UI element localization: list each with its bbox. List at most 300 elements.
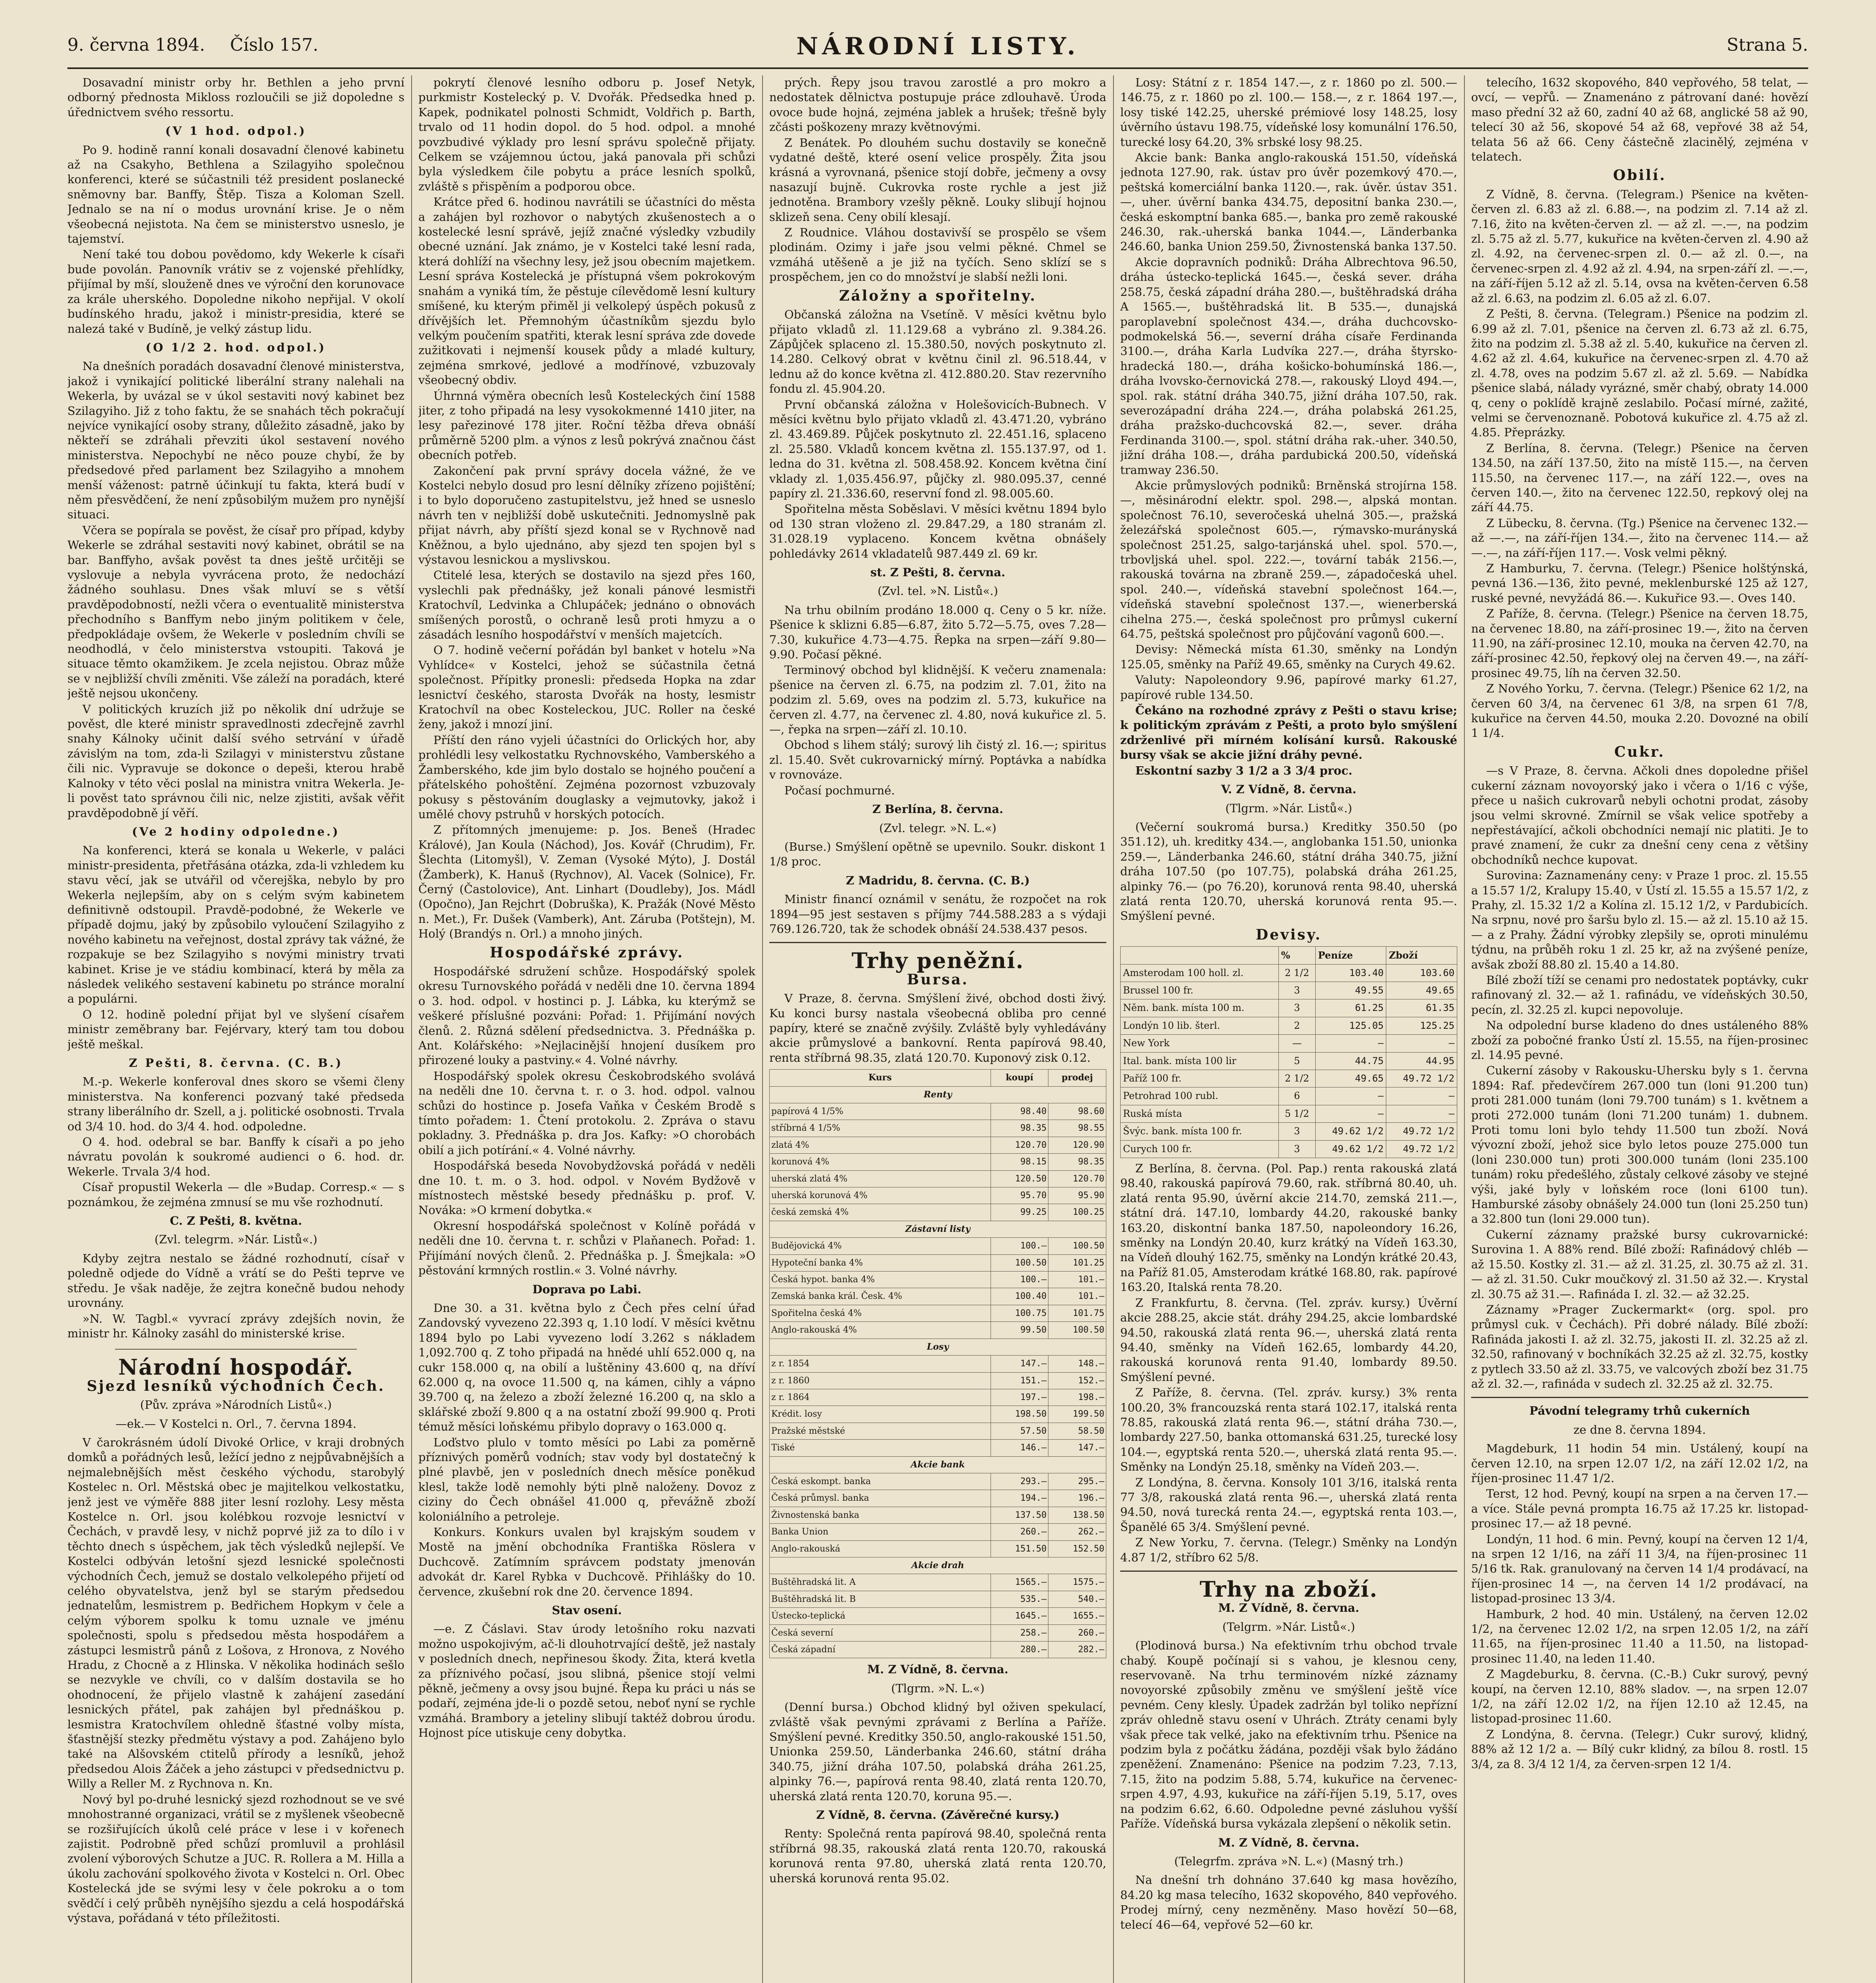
dateline: Z Madridu, 8. června. (C. B.) <box>846 873 1030 887</box>
table-cell: Londýn 10 lib. šterl. <box>1121 1017 1279 1034</box>
table-row <box>1121 1087 1457 1105</box>
table-cell: česká zemská 4% <box>770 1204 991 1221</box>
dateline: V. Z Vídně, 8. června. <box>1221 782 1357 796</box>
paragraph: telecího, 1632 skopového, 840 vepřového, 58 telat, — ovcí, — vepřů. — Znamenáno z pátrovaní dané: hovězí maso přední 32 až 60, zadní 40 až 68, anglické 58 až 90, telecí 30 až 56, skopové 54 až 68, vepřové 38 až 54, telata 56 až 66. Ceny částečně zlacinělý, zejména v telatech. <box>1471 76 1808 164</box>
paragraph: Z Pešti, 8. června. (Telegram.) Pšenice na podzim zl. 6.99 až zl. 7.01, pšenice na červen zl. 6.73 až zl. 6.75, žito na podzim zl. 5.38 až zl. 5.40, kukuřice na červen zl. 4.62 až zl. 4.64, kukuřice na červenec-srpen zl. 4.70 až zl. 4.78, oves na podzim 5.67 zl. až zl. 5.69. — Nabídka pšenice slabá, nálady vyrázné, směr chabý, obraty 14.000 q, ceny o poklídě krajně zeslabilo. Počasí mírné, zažité, velmi se červenoznaně. Pobotová kukuřice zl. 4.75 až zl. 4.85. Přeprázky. <box>1471 307 1808 439</box>
table-cell: Buštěhradská lit. B <box>770 1591 991 1607</box>
table-cell: Ústecko-teplická <box>770 1608 991 1624</box>
table-cell: Zemská banka král. Česk. 4% <box>770 1288 991 1305</box>
dateline: C. Z Pešti, 8. května. <box>170 1214 302 1228</box>
table-cell: Amsterodam 100 holl. zl. <box>1121 964 1279 982</box>
dateline-source: (Zvl. tel. »N. Listů«.) <box>878 584 998 598</box>
table-group-title: Renty <box>770 1086 1106 1103</box>
table-cell: — <box>1315 1105 1386 1122</box>
dateline-source: (Zvl. telegrm. »Nár. Listů«.) <box>154 1233 318 1247</box>
paragraph: Bílé zboží tíží se cenami pro nedostatek poptávky, cukr rafinovaný zl. 32.— až 1. rafinádu, ve vídeňských 30.50, pecín, zl. 32.25 zl. kupci nepovoluje. <box>1471 973 1808 1016</box>
table-row <box>770 1406 1106 1423</box>
table-cell: Anglo-rakouská <box>770 1540 991 1557</box>
table-row <box>770 1524 1106 1540</box>
table-cell: 3 <box>1278 982 1315 999</box>
paragraph: Z Paříže, 8. června. (Tel. zpráv. kursy.) 3% renta 100.20, 3% francouzská renta stará 102.17, italská renta 78.85, rakouská zlatá renta 96.—, státní dráha 730.—, lombardy 227.50, banka ottomanská 631.25, turecké losy 104.—, egyptská renta 520.—, uherská zlatá renta 95.—. Směnky na Londýn 25.18, směnky na Vídeň 203.—. <box>1120 1386 1457 1474</box>
table-cell: Ital. bank. místa 100 lir <box>1121 1052 1279 1070</box>
table-row <box>770 1624 1106 1641</box>
paragraph: Z Berlína, 8. června. (Pol. Pap.) renta rakouská zlatá 98.40, rakouská papírová 79.60, rak. stříbrná 80.40, uh. zlatá renta 95.90, úvěrní akcie 214.70, zemská 211.—, státní drá. 147.10, lombardy 44.20, rakouské banky 163.20, diskontní banka 187.50, napoleondory 16.26, směnky na Londýn 20.40, kurz krátký na Vídeň 163.30, na Vídeň dlouhý 162.75, směnky na Londýn krátké 20.43, na Paříž 81.05, Amsterodam krátké 168.80, rak. papírové 163.20, Italská renta 78.20. <box>1120 1162 1457 1294</box>
table-cell: 120.70 <box>1048 1170 1106 1187</box>
table-group-title: Zástavní listy <box>770 1221 1106 1237</box>
table-cell: 1655.— <box>1048 1608 1106 1624</box>
table-cell: 49.65 <box>1386 982 1457 999</box>
table-cell: 2 1/2 <box>1278 1070 1315 1087</box>
table-row <box>770 1170 1106 1187</box>
table-cell: 98.35 <box>1048 1154 1106 1170</box>
dateline: Z Pešti, 8. června. (C. B.) <box>128 1056 343 1070</box>
table-cell: 49.72 1/2 <box>1386 1140 1457 1158</box>
paragraph: Magdeburk, 11 hodin 54 min. Ustálený, koupí na červen 12.10, na srpen 12.07 1/2, na září 12.02 1/2, na říjen-prosinec 11.47 1/2. <box>1471 1442 1808 1485</box>
table-row <box>770 1305 1106 1321</box>
paragraph: Z Frankfurtu, 8. června. (Tel. zpráv. kursy.) Úvěrní akcie 288.25, akcie stát. dráhy 294.25, akcie lombardské 94.50, rakouská zlatá renta 96.—, uherská zlatá renta 94.40, směnky na Vídeň 162.65, lombardy 44.20, rakouská korunová renta 91.40, lombardy 89.50. Smýšlení pevné. <box>1120 1296 1457 1384</box>
table-row <box>770 1137 1106 1153</box>
paragraph: Z Benátek. Po dlouhém suchu dostavily se konečně vydatné deště, které osení velice prospěly. Žita jsou krásná a vyrovnaná, pšenice stojí dobře, ječmeny a ovsy nasazují bujně. Cukrovka roste rychle a jest již jednotěna. Brambory vzešly pěkně. Louky slibují hojnou sklizeň sena. Ceny obilí klesají. <box>769 136 1106 224</box>
paragraph: Cukerní záznamy pražské bursy cukrovarnické: Surovina 1. A 88% rend. Bílé zboží: Rafinádový chléb — až 15.50. Kostky zl. 31.— až zl. 31.25, zl. 30.75 až zl. 31.— až zl. 31.50. Cukr moučkový zl. 31.50 až 32.—. Krystal zl. 30.75 až 31.—. Rafináda I. zl. 32.— až 32.25. <box>1471 1227 1808 1301</box>
paragraph: Terst, 12 hod. Pevný, koupí na srpen a na červen 17.— a více. Stále pevná prompta 16.75 až 17.25 kr. listopad-prosinec 17.— až 18 pevné. <box>1471 1487 1808 1530</box>
table-cell: 44.95 <box>1386 1052 1457 1070</box>
table-cell: 100.75 <box>991 1305 1048 1321</box>
header-date: 9. června 1894. <box>67 35 205 55</box>
table-cell: Něm. bank. místa 100 m. <box>1121 999 1279 1017</box>
dateline: (V 1 hod. odpol.) <box>165 124 307 138</box>
table-cell: 152.— <box>1048 1372 1106 1389</box>
table-cell: Spořitelna česká 4% <box>770 1305 991 1321</box>
table-cell: 100.50 <box>1048 1238 1106 1254</box>
dateline: (O 1/2 2. hod. odpol.) <box>146 340 326 354</box>
table-cell: 101.— <box>1048 1288 1106 1305</box>
table-row <box>770 1507 1106 1523</box>
table-cell: uherská korunová 4% <box>770 1187 991 1204</box>
table-cell: 57.50 <box>991 1423 1048 1439</box>
paragraph: Devisy: Německá místa 61.30, směnky na Londýn 125.05, směnky na Paříž 49.65, směnky na Curych 49.62. <box>1120 642 1457 671</box>
table-group-row <box>770 1086 1106 1103</box>
paragraph: prých. Řepy jsou travou zarostlé a pro mokro a nedostatek dělnictva postupuje práce zdlouhavě. Úroda ovoce bude hojná, zejména jablek a hrušek; třešně byly zčásti poškozeny mrazy květnovými. <box>769 76 1106 134</box>
table-cell: zlatá 4% <box>770 1137 991 1153</box>
article-source: (Pův. zpráva »Národních Listů«.) <box>140 1398 332 1412</box>
table-header <box>1121 947 1279 964</box>
paragraph: (Večerní soukromá bursa.) Kreditky 350.50 (po 351.12), uh. kreditky 434.—, anglobanka 151.50, unionka 259.—, Länderbanka 246.60, státní dráha 340.75, jižní dráha 107.50 (po 107.75), polabská dráha 261.25, alpinky 76.— (po 76.20), korunová renta 98.40, uherská zlatá renta 120.70, uherská korunová renta 95.—. Smýšlení pevné. <box>1120 820 1457 923</box>
table-cell: 44.75 <box>1315 1052 1386 1070</box>
table-cell: 147.— <box>1048 1440 1106 1456</box>
paragraph: M.-p. Wekerle konferoval dnes skoro se všemi členy ministerstva. Na konferenci pozvaný také předseda strany liberálního dr. Szell, a j. politické osobnosti. Trvala od 3/4 10. hod. do 3/4 4. hod. odpoledne. <box>67 1075 404 1133</box>
paragraph: »N. W. Tagbl.« vyvrací zprávy zdejších novin, že ministr hr. Kálnoky zasáhl do ministerské krise. <box>67 1312 404 1340</box>
table-row <box>770 1440 1106 1456</box>
table-cell: Budějovická 4% <box>770 1238 991 1254</box>
table-cell: 99.50 <box>991 1322 1048 1339</box>
paragraph: Včera se popírala se pověst, že císař pro případ, kdyby Wekerle se zdráhal sestaviti nový kabinet, obrátil se na bar. Banffyho, avšak pověst ta dnes ještě určitěji se vyslovuje a nebyla vyvrácena proto, že nedochází žádného souhlasu. Dnes však mluví se s větší pravděpodobností, nežli včera o eventualitě ministerstva přechodního s Banffym nebo jiným politikem v čele, předpokládaje ovšem, že Wekerle v posledním chvíli se neodhodlá, v čelo ministerstva vstoupiti. Taková je situace těmto okamžikem. Je zcela nejistou. Obraz může se v nejbližší chvíli změniti. Vše záleží na poradách, které ještě nejsou ukončeny. <box>67 523 404 700</box>
table-row <box>1121 964 1457 982</box>
table-cell: 152.50 <box>1048 1540 1106 1557</box>
paragraph: Z Roudnice. Vláhou dostavivší se prospělo se všem plodinám. Ozimy i jaře jsou velmi pěkné. Chmel se vzmáhá utěšeně a je již na tyčích. Seno sklízí se s prospěchem, jen co do množství je slabší nežli loni. <box>769 226 1106 284</box>
table-cell: 1565.— <box>991 1574 1048 1591</box>
dateline: —ek.— V Kostelci n. Orl., 7. června 1894. <box>115 1417 356 1431</box>
dateline: M. Z Vídně, 8. června. <box>1218 1601 1359 1615</box>
table-cell: — <box>1315 1035 1386 1052</box>
paragraph: Hamburk, 2 hod. 40 min. Ustálený, na červen 12.02 1/2, na červenec 12.02 1/2, na srpen 12.05 1/2, na září 11.65, na říjen-prosinec 11.40 a 11.50, na listopad-prosinec 11.40, na leden 11.40. <box>1471 1607 1808 1665</box>
table-row <box>770 1591 1106 1607</box>
table-row <box>770 1322 1106 1339</box>
table-cell: 61.25 <box>1315 999 1386 1017</box>
table-cell: — <box>1386 1035 1457 1052</box>
table-row <box>770 1288 1106 1305</box>
paragraph: Občanská záložna na Vsetíně. V měsíci květnu bylo přijato vkladů zl. 11.129.68 a vybráno zl. 9.384.26. Zápůjček splaceno zl. 15.380.50, nových poskytnuto zl. 14.280. Celkový obrat v květnu činil zl. 96.518.44, v lednu až do konce května zl. 412.880.20. Stav rezervního fondu zl. 45.904.20. <box>769 308 1106 396</box>
dateline: M. Z Vídně, 8. června. <box>867 1663 1008 1676</box>
table-cell: Krédit. losy <box>770 1406 991 1423</box>
table-cell: — <box>1386 1105 1457 1122</box>
table-cell: 5 1/2 <box>1278 1105 1315 1122</box>
table-cell: 120.90 <box>1048 1137 1106 1153</box>
paragraph: Úhrnná výměra obecních lesů Kosteleckých činí 1588 jiter, z toho připadá na lesy vysokokmenné 1410 jiter, na lesy pařezinové 178 jiter. Roční těžba dřeva obnáší průměrně 5200 plm. a výnos z lesů pokrývá značnou část obecních potřeb. <box>418 389 755 462</box>
table-cell: Živnostenská banka <box>770 1507 991 1523</box>
header-issue: Číslo 157. <box>230 35 318 55</box>
column-rule <box>762 75 763 1983</box>
dateline: Z Berlína, 8. června. <box>872 802 1004 816</box>
table-row <box>770 1608 1106 1624</box>
table-header: koupí <box>991 1070 1048 1086</box>
table-row <box>770 1490 1106 1507</box>
table-cell: 100.25 <box>1048 1204 1106 1221</box>
table-cell: Švýc. bank. místa 100 fr. <box>1121 1123 1279 1140</box>
separator <box>1120 1571 1457 1572</box>
paragraph: (Burse.) Smýšlení opětně se upevnilo. Soukr. diskont 1 1/8 proc. <box>769 840 1106 869</box>
section-title: Trhy na zboží. <box>1200 1576 1378 1602</box>
paragraph: pokrytí členové lesního odboru p. Josef Netyk, purkmistr Kostelecký p. V. Dvořák. Předsedka hned p. Kapek, podnikatel polnosti Schmidt, Voldřich p. Barth, trvalo od 11 hodin dopol. do 5 hod. odpol. a mnohé povzbudivé výklady pro lesní správu společně přijaty. Celkem se vzájemnou úctou, jaká panovala při schůzi byla výsledkem čile pobytu a práce lesních spolků, zvláště s přispěním a podporou obce. <box>418 76 755 193</box>
table-cell: 146.— <box>991 1440 1048 1456</box>
paragraph: O 4. hod. odebral se bar. Banffy k císaři a po jeho návratu povolán k soukromé audienci o 6. hod. dr. Wekerle. Trvala 3/4 hod. <box>67 1135 404 1178</box>
table-cell: 198.50 <box>991 1406 1048 1423</box>
paragraph: Dne 30. a 31. května bylo z Čech přes celní úřad Zandovský vyvezeno 22.393 q, 1.10 lodí. V měsíci květnu 1894 bylo po Labi vyvezeno lodí 3.262 s nákladem 1,092.700 q. Z toho připadá na hnědé uhlí 652.000 q, na cukr 158.000 q, na obilí a luštěniny 43.600 q, na dříví 62.000 q, na ovoce 11.500 q, na kámen, cihly a vápno 39.700 q, na železo a zboží železné 16.200 q, na sklo a sklářské zboží 9.800 q a na ostatní zboží 99.900 q. Proti témuž měsíci loňskému přibylo dopravy o 163.000 q. <box>418 1301 755 1434</box>
table-cell: 49.55 <box>1315 982 1386 999</box>
paragraph: Losy: Státní z r. 1854 147.—, z r. 1860 po zl. 500.— 146.75, z r. 1860 po zl. 100.— 158.—, z r. 1864 197.—, losy tiské 142.25, uherské prémiové losy 148.25, losy úvěrního ústavu 198.75, vídeňské losy komunální 176.50, turecké losy 64.20, 3% srbské losy 98.25. <box>1120 76 1457 149</box>
paragraph-bold: Čekáno na rozhodné zprávy z Pešti o stavu krise; k politickým zprávám z Pešti, a proto bylo smýšlení zdrženlivé při mírném kolísání kursů. Rakouské bursy však se akcie jižní dráhy pevné. <box>1120 704 1457 762</box>
paragraph: Surovina: Zaznamenány ceny: v Praze 1 proc. zl. 15.55 a 15.57 1/2, Kralupy 15.40, v Ústí zl. 15.55 a 15.57 1/2, z Prahy, zl. 15.32 1/2 a Kolína zl. 15.12 1/2, v Pardubicích. Na srpnu, nové pro šaršu bylo zl. 15.— až zl. 15.10 až 15.— a z Prahy. Žádní výrobky zlepšily se, oproti minulému týdnu, na průběh roku 1 zl. 25 kr, až na zvýšené peníze, avšak zboží 88.80 zl. 15.40 a 14.80. <box>1471 869 1808 971</box>
paragraph: Z Paříže, 8. června. (Telegr.) Pšenice na červen 18.75, na červenec 18.80, na září-prosinec 19.—, žito na červen 11.90, na září-prosinec 12.10, mouka na červen 42.70, na září-prosinec 42.50, řepkový olej na červen 49.—, na září-prosinec 49.75, líh na červen 32.50. <box>1471 607 1808 680</box>
table-cell: 3 <box>1278 999 1315 1017</box>
paragraph: Kdyby zejtra nestalo se žádné rozhodnutí, císař v poledně odjede do Vídně a vrátí se do Pešti teprve ve středu. Je však naděje, že zejtra konečně budou nehody urovnány. <box>67 1251 404 1310</box>
column-1 <box>67 75 404 1983</box>
table-cell: 49.65 <box>1315 1070 1386 1087</box>
paragraph: Z New Yorku, 7. června. (Telegr.) Směnky na Londýn 4.87 1/2, stříbro 62 5/8. <box>1120 1536 1457 1564</box>
table-header: % <box>1278 947 1315 964</box>
paragraph: Akcie průmyslových podniků: Brněnská strojírna 158.—, měsinárodní elektr. spol. 298.—, alpská montan. společnost 76.10, severočeská uhelná 305.—, pražská železářská společnost 605.—, rýmavsko-murányská společnost 251.25, salgo-tarjánská uhel. spol. 570.—, trbovljská uhel. spol. 222.—, tovární tabák 2156.—, rakouská továrna na zbraně 259.—, západočeská uhel. spol. 240.—, vídeňská stavební společnost 164.—, vídeňská stavební společnost 137.—, wienerberská cihelna 275.—, česká společnost pro průmysl cukerní 64.75, peštská společnost pro půjčování vagonů 600.—. <box>1120 478 1457 641</box>
table-cell: Brussel 100 fr. <box>1121 982 1279 999</box>
table-row <box>770 1271 1106 1288</box>
column-rule <box>411 75 412 1983</box>
table-cell: 2 1/2 <box>1278 964 1315 982</box>
section-title: Trhy peněžní. <box>851 948 1024 974</box>
table-cell: 95.70 <box>991 1187 1048 1204</box>
table-cell: 99.25 <box>991 1204 1048 1221</box>
page-header <box>67 28 1808 69</box>
table-cell: 3 <box>1278 1140 1315 1158</box>
section-title: Devisy. <box>1255 926 1322 943</box>
table-cell: 49.72 1/2 <box>1386 1070 1457 1087</box>
table-row <box>770 1389 1106 1406</box>
table-row <box>770 1372 1106 1389</box>
paragraph: Na dnešní trh dohnáno 37.640 kg masa hovězího, 84.20 kg masa telecího, 1632 skopového, 840 vepřového. Prodej mírný, ceny nezměněny. Maso hovězí 50—68, telecí 46—64, vepřové 52—60 kr. <box>1120 1873 1457 1931</box>
section-title: Hospodářské zprávy. <box>490 944 684 961</box>
table-header: Zboží <box>1386 947 1457 964</box>
table-cell: uherská zlatá 4% <box>770 1170 991 1187</box>
paragraph: Na dnešních poradách dosavadní členové ministerstva, jakož i vynikající politické liberální strany nalehali na Wekerla, by uvázal se v úkol sestaviti nový kabinet bez Szilagyiho. Již z toho faktu, že se snahách těch pokračují nejvíce vynikající osoby strany, důležito zásadně, jako by někteří se zdráhali převziti úkol sestavení nového ministerstva. Nepochybí ne něco pouze chybí, že by předsedové před parlament bez Szilagyiho a mnohem menší váženost: patrně účinkují tu fakta, která budí v něm přesvědčení, že není způsobilým mužem pro nynější situaci. <box>67 359 404 522</box>
paragraph: Císař propustil Wekerla — dle »Budap. Corresp.« — s poznámkou, že zejména zmnusí se mu vše rozhodnutí. <box>67 1180 404 1209</box>
section-subtitle: ze dne 8. června 1894. <box>1573 1423 1706 1436</box>
table-cell: 194.— <box>991 1490 1048 1507</box>
section-title: Národní hospodář. <box>118 1354 354 1380</box>
table-group-row <box>770 1456 1106 1473</box>
table-cell: 5 <box>1278 1052 1315 1070</box>
paragraph: Hospodářská beseda Novobydžovská pořádá v neděli dne 10. t. m. o 3. hod. odpol. v Novém Bydžově v místnostech městské besedy přednášku p. prof. V. Nováka: »O krmení dobytka.« <box>418 1159 755 1217</box>
column-2 <box>418 75 755 1983</box>
section-title: Pávodní telegramy trhů cukerních <box>1529 1404 1750 1418</box>
table-cell: 100.40 <box>991 1288 1048 1305</box>
dateline-source: (Zvl. telegr. »N. L.«) <box>879 821 996 835</box>
table-cell: Česká hypot. banka 4% <box>770 1271 991 1288</box>
table-cell: 199.50 <box>1048 1406 1106 1423</box>
table-cell: 100.50 <box>1048 1322 1106 1339</box>
table-row <box>1121 1017 1457 1034</box>
paragraph: Obchod s lihem stálý; surový lih čistý zl. 16.—; spiritus zl. 15.40. Svět cukrovarnický mírný. Poptávka a nabídka v rovnováze. <box>769 738 1106 782</box>
table-cell: 125.25 <box>1386 1017 1457 1034</box>
paragraph: Z přítomných jmenujeme: p. Jos. Beneš (Hradec Králové), Jan Koula (Náchod), Jos. Kovář (Chrudim), Fr. Šlechta (Litomyšl), V. Zeman (Vysoké Mýto), J. Dostál (Žamberk), K. Hanuš (Rychnov), Al. Vacek (Solnice), Fr. Černý (Častolovice), Ant. Linhart (Doudleby), Jos. Mádl (Opočno), Jan Rejchrt (Dobruška), K. Pražák (Nové Město n. Met.), Fr. Dušek (Vamberk), Ant. Záruba (Potštejn), M. Holý (Brandýs n. Orl.) a mnoho jiných. <box>418 823 755 941</box>
table-row <box>1121 1105 1457 1122</box>
separator <box>1471 1397 1808 1398</box>
table-cell: Buštěhradská lit. A <box>770 1574 991 1591</box>
table-cell: 58.50 <box>1048 1423 1106 1439</box>
article-title: Sjezd lesníků východních Čech. <box>86 1377 385 1394</box>
paragraph: První občanská záložna v Holešovicích-Bubnech. V měsíci květnu bylo přijato vkladů zl. 43.471.20, vybráno zl. 43.469.89. Půjček poskytnuto zl. 22.451.16, splaceno zl. 25.580. Vkladů koncem května zl. 155.137.97, od 1. ledna do 31. května zl. 508.458.92. Koncem května činí vklady zl. 1,035.456.97, půjčky zl. 980.095.37, cenné papíry zl. 21.336.60, reservní fond zl. 98.005.60. <box>769 397 1106 500</box>
table-cell: 197.— <box>991 1389 1048 1406</box>
table-cell: 95.90 <box>1048 1187 1106 1204</box>
table-row <box>1121 1052 1457 1070</box>
paragraph: Dosavadní ministr orby hr. Bethlen a jeho první odborný přednosta Mikloss rozloučili se již dopoledne s úřednictvem svého ressortu. <box>67 76 404 119</box>
table-cell: Česká průmysl. banka <box>770 1490 991 1507</box>
table-cell: 101.— <box>1048 1271 1106 1288</box>
paragraph: V politických kruzích již po několik dní udržuje se pověst, dle které ministr spravedlnosti zdecřejně zavrhl snahy Kálnoky učinit další svého setrvání v úřadě závislým na tom, zda-li Szilagyi v ministerstvu zůstane čili nic. Vypravuje se dokonce o depeši, kterou hrabě Kalnoky v této věci poslal na ministra vnitra Wekerla. Je-li pověst tato správnou čili nic, nelze zjistiti, avšak věřit pravděpodobně jí věří. <box>67 702 404 820</box>
paragraph: Hospodářské sdružení schůze. Hospodářský spolek okresu Turnovského pořádá v neděli dne 10. června 1894 o 3. hod. odpol. v hostinci p. J. Lábka, ku kterýmž se veškeré příslušné pozváni: Pořad: 1. Přijímání nových členů. 2. Různá sdělení předsednictva. 3. Přednáška p. Ant. Kolářského: »Nejlacinější hnojení dusíkem pro přirozené louky a pastviny.« 4. Volné návrhy. <box>418 964 755 1067</box>
section-subtitle: Bursa. <box>907 971 969 988</box>
table-cell: 138.50 <box>1048 1507 1106 1523</box>
table-cell: 125.05 <box>1315 1017 1386 1034</box>
table-row <box>770 1103 1106 1120</box>
table-row <box>1121 1035 1457 1052</box>
table-cell: 100.50 <box>991 1254 1048 1271</box>
paragraph: (Plodinová bursa.) Na efektivním trhu obchod trvale chabý. Koupě počínají si s vahou, je klesnou ceny, reservovaně. Na trhu terminovém nízké záznamy novoyorské způsobily změnu ve smýšlení ještě více pevném. Ceny klesly. Úpadek zadržán byl toliko nepřízní zpráv ohledně stavu osení v Uhrách. Ztráty cenami byly však přece tak velké, jako na efektivním trhu. Pšenice na podzim byla z počátku žádána, později však bylo žádáno zpeněžení. Znamenáno: Pšenice na podzim 7.23, 7.13, 7.15, žito na podzim 5.88, 5.74, kukuřice na červenec-srpen 4.97, 4.93, kukuřice na září-říjen 5.19, 5.17, oves na podzim 6.62, 6.60. Odpoledne pevné zásluhou vyšší Paříže. Vídeňská bursa vykázala zlepšení o několik setin. <box>1120 1639 1457 1831</box>
table-group-title: Akcie bank <box>770 1456 1106 1473</box>
table-cell: Ruská místa <box>1121 1105 1279 1122</box>
dateline: st. Z Pešti, 8. června. <box>870 566 1006 579</box>
paragraph: Z Vídně, 8. června. (Telegram.) Pšenice na květen-červen zl. 6.83 až zl. 6.88.—, na podzim zl. 7.14 až zl. 7.16, žito na květen-červen zl. — až zl. —.—, na podzim zl. 5.75 až zl. 5.77, kukuřice na květen-červen zl. 4.90 až zl. 4.92, na červenec-srpen zl. 0.— až zl. 0.—, na červenec-srpen zl. 4.92 až zl. 4.94, na srpen-září zl. —.—, na září-říjen 5.12 až zl. 5.14, ovsa na květen-červen 6.58 až zl. 6.63, na podzim zl. 6.05 až zl. 6.07. <box>1471 187 1808 305</box>
paragraph: —s V Praze, 8. června. Ačkoli dnes dopoledne přišel cukerní záznam novoyorský jako i včera o 1/16 c výše, přece u našich cukrovarů nebyli ochotni prodat, zásoby jsou velmi skrovné. Zmírnil se však velice spotřeby a nepřestávající, ačkoli obchodníci nemají nic platiti. Je to pravé znamení, že cukr za dnešní ceny cena z většiny obchodníků nechce kupovat. <box>1471 764 1808 867</box>
paragraph: Není také tou dobou povědomo, kdy Wekerle k císaři bude povolán. Panovník vrátiv se z vojenské přehlídky, přijímal by mší, slouženě dnes ve výroční den korunovace za krále uherského. Dopoledne nikoho nepřijal. V okolí budínského hradu, jakož i ministr-presidia, které se nalezá také v Budíně, je velký zástup lidu. <box>67 247 404 336</box>
table-cell: 101.75 <box>1048 1305 1106 1321</box>
table-row <box>770 1238 1106 1254</box>
table-cell: 49.72 1/2 <box>1386 1123 1457 1140</box>
table-cell: z r. 1860 <box>770 1372 991 1389</box>
table-cell: Tiské <box>770 1440 991 1456</box>
paragraph: Na odpolední burse kladeno do dnes ustáleného 88% zboží za pobočné franko Ústí zl. 15.55, na říjen-prosinec zl. 14.95 pevné. <box>1471 1018 1808 1062</box>
table-cell: 535.— <box>991 1591 1048 1607</box>
dateline-source: (Tlgrm. »Nár. Listů«.) <box>1225 801 1352 815</box>
table-cell: 293.— <box>991 1473 1048 1490</box>
table-cell: 1575.— <box>1048 1574 1106 1591</box>
section-title: Záložny a spořitelny. <box>839 287 1037 304</box>
table-row <box>1121 1070 1457 1087</box>
paragraph: Londýn, 11 hod. 6 min. Pevný, koupí na červen 12 1/4, na srpen 12 1/16, na září 11 3/4, na říjen-prosinec 11 5/16 tk. Rak. granulovaný na červen 14 1/4 prodávací, na říjen-prosinec 14 —, na červen 14 1/2 prodávací, na listopad-prosinec 13 3/4. <box>1471 1532 1808 1605</box>
table-cell: 98.40 <box>991 1103 1048 1120</box>
table-row <box>770 1154 1106 1170</box>
table-row <box>770 1540 1106 1557</box>
table-cell: 540.— <box>1048 1591 1106 1607</box>
table-cell: z r. 1864 <box>770 1389 991 1406</box>
paragraph: Z Hamburku, 7. června. (Telegr.) Pšenice holštýnská, pevná 136.—136, žito pevné, meklenburské 125 až 127, ruské pevné, nevyžádá 86.—. Kukuřice 93.—. Oves 140. <box>1471 562 1808 605</box>
header-page-number: Strana 5. <box>1727 35 1808 55</box>
table-cell: Petrohrad 100 rubl. <box>1121 1087 1279 1105</box>
table-row <box>1121 982 1457 999</box>
dateline: (Ve 2 hodiny odpoledne.) <box>132 825 340 838</box>
table-cell: 280.— <box>991 1642 1048 1658</box>
paragraph: Krátce před 6. hodinou navrátili se účastníci do města a zahájen byl rozhovor o nabytých zkušenostech a o kostelecké lesní správě, jejíž značné výsledky vzbudily obecné uznání. Jak známo, je v Kostelci také lesní rada, která dohlíží na všechny lesy, jež jsou obecním majetkem. Lesní správa Kostelecká je přístupná všem pokrokovým snahám a vyniká tím, že pěstuje cílevědomě lesní kultury smíšené, ku kterým přiměl ji velkolepý úspěch pokusů z dřívějších let. Přemnohým účastníkům sjezdu bylo velkým poučením spatřiti, kterak lesní správa zde dovede zužitkovati i nejmenší kousek půdy a mladé kultury, zejména smrkové, jedlové a modřínové, vzbuzovaly všeobecný obdiv. <box>418 195 755 387</box>
paragraph: Z Lübecku, 8. června. (Tg.) Pšenice na červenec 132.— až —.—, na září-říjen 134.—, žito na červenec 114.— až —.—, na září-říjen 117.—. Vosk velmi pěkný. <box>1471 516 1808 560</box>
paragraph: Terminový obchod byl klidnější. K večeru znamenala: pšenice na červen zl. 6.75, na podzim zl. 7.01, žito na podzim zl. 5.69, oves na podzim zl. 5.73, kukuřice na červen zl. 4.77, na červenec zl. 4.80, nová kukuřice zl. 5.—, řepka na srpen—září zl. 10.10. <box>769 663 1106 736</box>
table-cell: Česká eskompt. banka <box>770 1473 991 1490</box>
table-cell: New York <box>1121 1035 1279 1052</box>
paragraph: Cukerní zásoby v Rakousku-Uhersku byly s 1. června 1894: Raf. předevčírem 267.000 tun (loni 91.200 tun) proti 281.000 tunám (loni 79.700 tunám) s 1. květnem a proti 272.000 tunám (loni 71.200 tunám) 1. dubnem. Proti tomu loni bylo tehdy 11.500 tun zboží. Nová vývozní zboží, jehož sice bylo letos pouze 275.000 tun (loni 230.000 tun) proti 300.000 tunám (loni 235.100 tunám) roku předešlého, zůstaly celkové zásoby ve stejné výši, jaké byly v loňském roce (loni 6100 tun). Hamburské zásoby obnášely 24.000 tun (loni 25.250 tun) a 32.800 tun (loni 29.000 tun). <box>1471 1064 1808 1226</box>
table-cell: 6 <box>1278 1087 1315 1105</box>
table-cell: — <box>1278 1035 1315 1052</box>
table-cell: papírová 4 1/5% <box>770 1103 991 1120</box>
paragraph: V Praze, 8. června. Smýšlení živé, obchod dosti živý. Ku konci bursy nastala všeobecná obliba pro cenné papíry, které se značně zvýšily. Zvláště byly vyhledávány akcie průmyslové a bankovní. Renta papírová 98.40, renta stříbrná 98.35, zlatá 120.70. Kuponový zisk 0.12. <box>769 992 1106 1064</box>
table-row <box>770 1473 1106 1490</box>
table-cell: — <box>1315 1087 1386 1105</box>
table-row <box>770 1642 1106 1658</box>
table-group-row <box>770 1339 1106 1355</box>
table-cell: 61.35 <box>1386 999 1457 1017</box>
table-cell: Curych 100 fr. <box>1121 1140 1279 1158</box>
column-5 <box>1471 75 1808 1983</box>
table-header: Kurs <box>770 1070 991 1086</box>
table-cell: 49.62 1/2 <box>1315 1140 1386 1158</box>
paragraph: (Denní bursa.) Obchod klidný byl oživen spekulací, zvláště však pevnými zprávami z Berlína a Paříže. Smýšlení pevné. Kreditky 350.50, anglo-rakouské 151.50, Unionka 259.50, Länderbanka 246.60, státní dráha 340.75, jižní dráha 107.50, polabská dráha 261.25, alpinky 76.—, papírová renta 98.40, zlatá renta 120.70, uherská zlatá renta 120.70, koruna 95.—. <box>769 1700 1106 1803</box>
paragraph: Z Londýna, 8. června. Konsoly 101 3/16, italská renta 77 3/8, rakouská zlatá renta 96.—, uherská zlatá renta 94.50, nová turecká renta 24.—, egyptská renta 103.—, Španělé 65 3/4. Smýšlení pevné. <box>1120 1475 1457 1534</box>
table-cell: 147.— <box>991 1356 1048 1372</box>
table-cell: stříbrná 4 1/5% <box>770 1120 991 1137</box>
paragraph: Okresní hospodářská společnost v Kolíně pořádá v neděli dne 10. června t. r. schůzi v Plaňanech. Pořad: 1. Přijímání nových členů. 2. Přednáška p. J. Šmejkala: »O pěstování krmných rostlin.« 3. Volné návrhy. <box>418 1219 755 1277</box>
table-cell: 103.40 <box>1315 964 1386 982</box>
separator <box>115 1349 357 1350</box>
table-cell: 137.50 <box>991 1507 1048 1523</box>
table-cell: 100.— <box>991 1238 1048 1254</box>
quotes-table <box>769 1069 1106 1658</box>
table-row <box>770 1423 1106 1439</box>
column-rule <box>1113 75 1114 1983</box>
table-cell: — <box>1386 1087 1457 1105</box>
table-cell: 295.— <box>1048 1473 1106 1490</box>
paragraph: Z Londýna, 8. června. (Telegr.) Cukr surový, klidný, 88% až 12 1/2 a. — Bílý cukr klidný, za bílou 8. rostl. 15 3/4, za 8. 3/4 12 1/4, za červen-srpen 12 1/4. <box>1471 1727 1808 1771</box>
table-cell: 100.— <box>991 1271 1048 1288</box>
paragraph: Z Magdeburku, 8. června. (C.-B.) Cukr surový, pevný koupí, na červen 12.10, 88% sladov. —, na srpen 12.07 1/2, na září 12.02 1/2, na říjen 12.10 až 12.45, na listopad-prosinec 11.60. <box>1471 1667 1808 1726</box>
column-3 <box>769 75 1106 1983</box>
table-row <box>770 1187 1106 1204</box>
newspaper-title: NÁRODNÍ LISTY. <box>796 33 1079 60</box>
table-cell: 151.— <box>991 1372 1048 1389</box>
table-cell: 2 <box>1278 1017 1315 1034</box>
table-group-row <box>770 1221 1106 1237</box>
table-cell: 260.— <box>991 1524 1048 1540</box>
table-cell: 3 <box>1278 1123 1315 1140</box>
table-row <box>770 1356 1106 1372</box>
table-cell: Česká severní <box>770 1624 991 1641</box>
table-cell: 98.15 <box>991 1154 1048 1170</box>
paragraph: Ctitelé lesa, kterých se dostavilo na sjezd přes 160, vyslechli pak přednášky, jež konali pánové lesmistři Kratochvíl, Ledvinka a Chlupáček; jednáno o obnovách smíšených porostů, o ochraně lesů proti hmyzu a o zásadách lesního hospodářství v menších majetcích. <box>418 568 755 642</box>
paragraph: Hospodářský spolek okresu Českobrodského svolává na neděli dne 10. června t. r. o 3. hod. odpol. valnou schůzi do hostince p. Josefa Vaňka v Českém Brodě s tímto pořadem: 1. Čtení protokolu. 2. Zpráva o stavu pokladny. 3. Přednáška p. dra Jos. Kafky: »O chorobách obilí a jich potírání.« 4. Volné návrhy. <box>418 1069 755 1157</box>
table-cell: Anglo-rakouská 4% <box>770 1322 991 1339</box>
table-cell: 101.25 <box>1048 1254 1106 1271</box>
paragraph: Renty: Společná renta papírová 98.40, společná renta stříbrná 98.35, rakouská zlatá renta 120.70, rakouská korunová renta 97.80, uherská zlatá renta 120.70, uherská korunová renta 95.02. <box>769 1827 1106 1885</box>
table-group-row <box>770 1557 1106 1574</box>
paragraph: Z Berlína, 8. června. (Telegr.) Pšenice na červen 134.50, na září 137.50, žito na místě 115.—, na červen 115.50, na červenec 117.—, na září 122.—, oves na červen 140.—, žito na červenec 122.50, repkový olej na září 44.75. <box>1471 441 1808 514</box>
table-header: prodej <box>1048 1070 1106 1086</box>
table-cell: 1645.— <box>991 1608 1048 1624</box>
dateline-source: (Telgrm. »Nár. Listů«.) <box>1222 1620 1355 1634</box>
dateline-source: (Telegrfm. zpráva »N. L.«) (Masný trh.) <box>1174 1854 1403 1868</box>
table-cell: 148.— <box>1048 1356 1106 1372</box>
table-row <box>1121 1123 1457 1140</box>
table-cell: 49.62 1/2 <box>1315 1123 1386 1140</box>
table-header: Peníze <box>1315 947 1386 964</box>
separator <box>769 942 1106 943</box>
table-cell: 103.60 <box>1386 964 1457 982</box>
subheading: Doprava po Labi. <box>532 1282 642 1296</box>
paragraph: Loďstvo plulo v tomto měsíci po Labi za poměrně příznivých poměrů vodních; stav vody byl dostatečný k plné plavbě, jen v posledních dnech měsíce poněkud klesl, takže lodě nemohly býti plně naloženy. Dovoz z ciziny do Čech obnášel 41.000 q, převážně zboží koloniálního a petroleje. <box>418 1435 755 1523</box>
paragraph-bold: Eskontní sazby 3 1/2 a 3 3/4 proc. <box>1135 763 1353 777</box>
table-cell: Česká západní <box>770 1642 991 1658</box>
table-cell: 98.35 <box>991 1120 1048 1137</box>
table-cell: 120.70 <box>991 1137 1048 1153</box>
table-row <box>770 1204 1106 1221</box>
column-rule <box>1464 75 1465 1983</box>
paragraph: Počasí pochmurné. <box>784 783 895 797</box>
section-title: Cukr. <box>1614 743 1665 760</box>
table-row <box>1121 999 1457 1017</box>
paragraph: O 7. hodině večerní pořádán byl banket v hotelu »Na Vyhlídce« v Kostelci, jehož se súčastnila četná společnost. Přípitky pronesli: předseda Hopka na zdar lesnictví českého, starosta Dvořák na hosty, lesmistr Kratochvíl na obec Kosteleckou, JUC. Roller na české ženy, jakož i mnozí jiní. <box>418 643 755 731</box>
paragraph: Ministr financí oznámil v senátu, že rozpočet na rok 1894—95 jest sestaven s příjmy 744.588.283 a s výdaji 769.126.720, tak že schodek obnáší 24.538.437 pesos. <box>769 892 1106 936</box>
table-cell: 151.50 <box>991 1540 1048 1557</box>
paragraph: Spořitelna města Soběslavi. V měsíci květnu 1894 bylo od 130 stran vloženo zl. 29.847.29, a 180 stranám zl. 31.028.19 vyplaceno. Koncem května obnášely pohledávky 2614 vkladatelů 987.449 zl. 69 kr. <box>769 502 1106 560</box>
dateline: Z Vídně, 8. června. (Závěrečné kursy.) <box>816 1808 1060 1822</box>
paragraph: Z Nového Yorku, 7. června. (Telegr.) Pšenice 62 1/2, na červen 60 3/4, na červenec 61 3/8, na srpen 61 7/8, kukuřice na červen 44.50, mouka 2.20. Dovozné na obilí 1 1/4. <box>1471 682 1808 740</box>
paragraph: Příští den ráno vyjeli účastníci do Orlických hor, aby prohlédli lesy velkostatku Rychnovského, Vamberského a Žamberského, kde jim bylo dostalo se hojného poučení a přátelského pohoštění. Zejména pozornost vzbuzovaly pokusy s pěstováním douglasky a vejmutovky, jakož i umělé chovy pstruhů v horských potocích. <box>418 733 755 821</box>
table-row <box>770 1574 1106 1591</box>
paragraph: O 12. hodině polední přijat byl ve slyšení císařem ministr zeměbrany bar. Fejérvary, který tam tou dobou ještě meškal. <box>67 1007 404 1051</box>
paragraph: Konkurs. Konkurs uvalen byl krajským soudem v Mostě na jmění obchodníka Františka Röslera v Duchcově. Zatímním správcem podstaty jmenován advokát dr. Karel Rybka v Duchcově. Přihlášky do 10. července, zkušební rok dne 20. července 1894. <box>418 1525 755 1598</box>
table-row <box>770 1254 1106 1271</box>
newspaper-page <box>67 28 1808 1983</box>
paragraph: Valuty: Napoleondory 9.96, papírové marky 61.27, papírové ruble 134.50. <box>1120 673 1457 702</box>
table-cell: Pražské městské <box>770 1423 991 1439</box>
table-cell: 196.— <box>1048 1490 1106 1507</box>
table-cell: Hypoteční banka 4% <box>770 1254 991 1271</box>
table-row <box>770 1120 1106 1137</box>
paragraph: Záznamy »Prager Zuckermarkt« (org. spol. pro průmysl cuk. v Čechách). Při dobré nálady. Bílé zboží: Rafináda jakosti I. až zl. 32.75, jakosti II. zl. 32.25 až zl. 32.50, rafinovaný v bochníkách 32.25 až zl. 32.75, kostky z pytlech 33.50 až zl. 33.75, ve valcových zboží bez 31.75 až zl. 32.—, rafináda v sudech zl. 32.25 až zl. 32.75. <box>1471 1302 1808 1390</box>
table-cell: 282.— <box>1048 1642 1106 1658</box>
table-cell: Banka Union <box>770 1524 991 1540</box>
